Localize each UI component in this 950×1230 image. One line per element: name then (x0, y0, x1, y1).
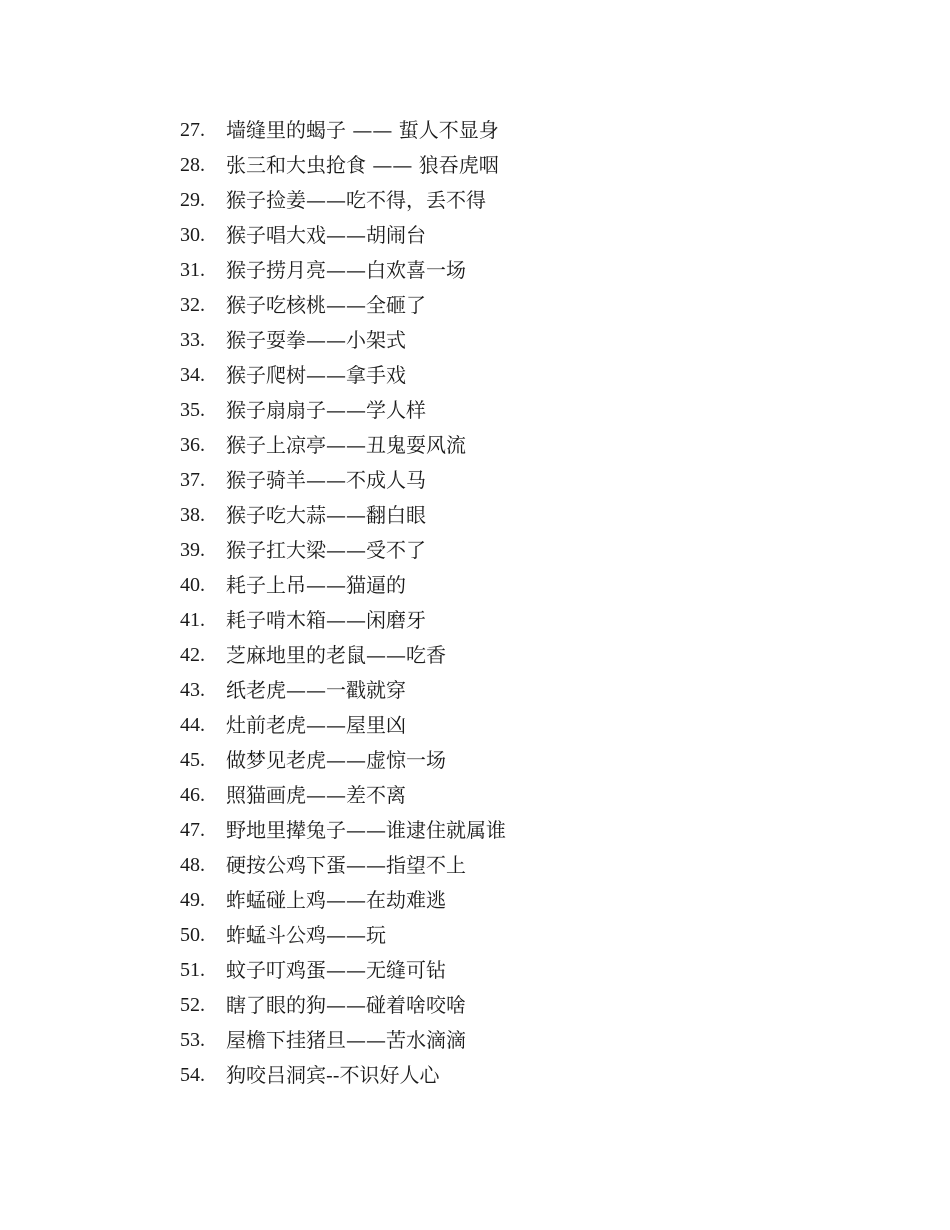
item-text: 硬按公鸡下蛋——指望不上 (226, 853, 466, 877)
item-number: 35. (180, 399, 205, 421)
item-number: 51. (180, 959, 205, 981)
list-item (180, 253, 506, 288)
list-item (180, 218, 506, 253)
item-text: 猴子骑羊——不成人马 (226, 468, 426, 492)
list-item (180, 638, 506, 673)
item-number: 36. (180, 434, 205, 456)
list-item (180, 183, 506, 218)
item-number: 43. (180, 679, 205, 701)
item-text: 芝麻地里的老鼠——吃香 (226, 643, 446, 667)
item-text: 猴子吃大蒜——翻白眼 (226, 503, 426, 527)
item-text: 猴子扛大梁——受不了 (226, 538, 426, 562)
list-item (180, 708, 506, 743)
item-number: 48. (180, 854, 205, 876)
item-number: 28. (180, 154, 205, 176)
list-item (180, 323, 506, 358)
list-item (180, 533, 506, 568)
item-text: 屋檐下挂猪旦——苦水滴滴 (226, 1028, 466, 1052)
item-text: 耗子上吊——猫逼的 (226, 573, 406, 597)
list-item (180, 288, 506, 323)
list-item (180, 918, 506, 953)
item-number: 44. (180, 714, 205, 736)
item-text: 猴子捞月亮——白欢喜一场 (226, 258, 466, 282)
list-item (180, 813, 506, 848)
item-number: 50. (180, 924, 205, 946)
item-number: 32. (180, 294, 205, 316)
item-text: 猴子爬树——拿手戏 (226, 363, 406, 387)
list-item (180, 1058, 506, 1093)
list-item (180, 428, 506, 463)
item-text: 猴子耍拳——小架式 (226, 328, 406, 352)
item-text: 蚱蜢碰上鸡——在劫难逃 (226, 888, 446, 912)
list-item (180, 498, 506, 533)
item-text: 耗子啃木箱——闲磨牙 (226, 608, 426, 632)
item-text: 蚱蜢斗公鸡——玩 (226, 923, 386, 947)
item-text: 张三和大虫抢食 —— 狼吞虎咽 (226, 153, 499, 177)
item-text: 猴子吃核桃——全砸了 (226, 293, 426, 317)
item-text: 墙缝里的蝎子 —— 蜇人不显身 (226, 118, 499, 142)
item-number: 40. (180, 574, 205, 596)
item-text: 照猫画虎——差不离 (226, 783, 406, 807)
item-text: 猴子扇扇子——学人样 (226, 398, 426, 422)
list-item (180, 463, 506, 498)
item-number: 49. (180, 889, 205, 911)
list-item (180, 113, 506, 148)
list-item (180, 1023, 506, 1058)
item-number: 38. (180, 504, 205, 526)
item-text: 做梦见老虎——虚惊一场 (226, 748, 446, 772)
item-number: 53. (180, 1029, 205, 1051)
item-number: 29. (180, 189, 205, 211)
item-number: 54. (180, 1064, 205, 1086)
list-item (180, 778, 506, 813)
item-text: 猴子上凉亭——丑鬼耍风流 (226, 433, 466, 457)
list-item (180, 393, 506, 428)
item-number: 34. (180, 364, 205, 386)
list-item (180, 603, 506, 638)
item-number: 37. (180, 469, 205, 491)
item-text: 纸老虎——一戳就穿 (226, 678, 406, 702)
item-number: 41. (180, 609, 205, 631)
item-number: 30. (180, 224, 205, 246)
item-number: 42. (180, 644, 205, 666)
item-number: 39. (180, 539, 205, 561)
item-number: 47. (180, 819, 205, 841)
item-number: 46. (180, 784, 205, 806)
list-item (180, 358, 506, 393)
list-item (180, 988, 506, 1023)
item-text: 猴子捡姜——吃不得，丢不得 (226, 188, 486, 212)
item-text: 野地里撵兔子——谁逮住就属谁 (226, 818, 506, 842)
item-number: 52. (180, 994, 205, 1016)
item-text: 蚊子叮鸡蛋——无缝可钻 (226, 958, 446, 982)
list-item (180, 568, 506, 603)
item-text: 猴子唱大戏——胡闹台 (226, 223, 426, 247)
list-item (180, 743, 506, 778)
item-number: 33. (180, 329, 205, 351)
list-item (180, 848, 506, 883)
list-item (180, 883, 506, 918)
item-number: 45. (180, 749, 205, 771)
item-text: 瞎了眼的狗——碰着啥咬啥 (226, 993, 466, 1017)
list-item (180, 953, 506, 988)
item-number: 27. (180, 119, 205, 141)
proverb-list (180, 113, 506, 1093)
list-item (180, 673, 506, 708)
item-number: 31. (180, 259, 205, 281)
list-item (180, 148, 506, 183)
item-text: 狗咬吕洞宾--不识好人心 (226, 1063, 440, 1087)
item-text: 灶前老虎——屋里凶 (226, 713, 406, 737)
